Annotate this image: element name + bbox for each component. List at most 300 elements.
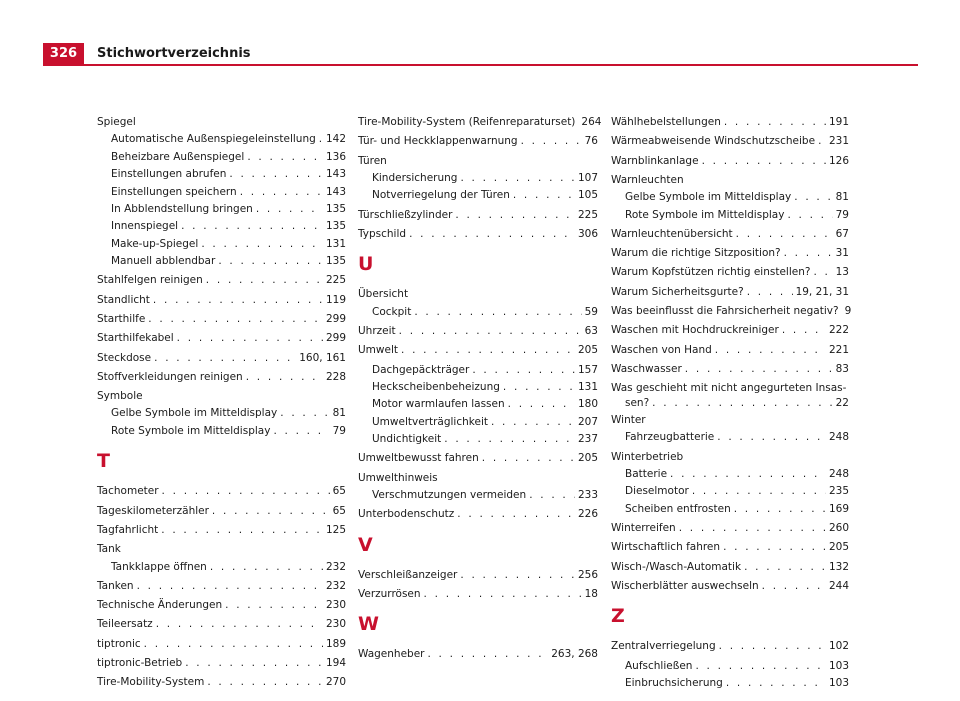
index-entry-page[interactable]: 102: [828, 640, 849, 653]
dot-leader: [482, 451, 575, 465]
index-subentry: [358, 415, 598, 429]
dot-leader: [212, 504, 330, 518]
dot-leader: [679, 521, 826, 535]
index-entry-continuation: [611, 396, 849, 410]
index-entry-page[interactable]: 225: [325, 274, 346, 287]
index-subentry: [358, 397, 598, 411]
index-entry-term: Motor warmlaufen lassen: [372, 398, 505, 411]
index-entry-term: Tageskilometerzähler: [97, 504, 209, 517]
index-entry-term: Wagenheber: [358, 648, 425, 661]
index-entry-page[interactable]: 244: [828, 579, 849, 592]
index-entry-term: Undichtigkeit: [372, 433, 442, 446]
dot-leader: [414, 305, 581, 319]
index-entry-page[interactable]: 235: [828, 485, 849, 498]
index-entry-page[interactable]: 119: [325, 293, 346, 306]
index-entry-term: Rote Symbole im Mitteldisplay: [625, 208, 785, 221]
index-entry-page[interactable]: 22: [835, 396, 849, 409]
index-entry: [97, 389, 346, 403]
index-entry-page[interactable]: 13: [835, 266, 849, 279]
index-entry-term: Uhrzeit: [358, 324, 396, 337]
index-entry-term: tiptronic: [97, 637, 141, 650]
index-subentry: [358, 305, 598, 319]
index-entry-page[interactable]: 225: [577, 208, 598, 221]
index-entry-page[interactable]: 135: [325, 202, 346, 215]
index-entry-page[interactable]: 132: [828, 560, 849, 573]
index-subentry: [97, 150, 346, 164]
index-entry-term: Winterbetrieb: [611, 450, 684, 463]
index-entry-term: Tire-Mobility-System: [97, 676, 205, 689]
index-entry-term: Wischerblätter auswechseln: [611, 579, 759, 592]
index-entry-term: Tankklappe öffnen: [111, 560, 207, 573]
index-entry-page[interactable]: 180: [577, 398, 598, 411]
index-entry-term: Starthilfekabel: [97, 332, 174, 345]
index-entry-term: Winter: [611, 413, 646, 426]
index-subentry: [97, 167, 346, 181]
header-rule: [43, 64, 918, 66]
index-entry-term: Tür- und Heckklappenwarnung: [358, 135, 518, 148]
index-entry: [97, 542, 346, 556]
index-entry: [97, 273, 346, 287]
index-entry-page[interactable]: 103: [828, 659, 849, 672]
index-entry-term: Wisch-/Wasch-Automatik: [611, 560, 742, 573]
dot-leader: [319, 132, 323, 146]
index-entry-term: Batterie: [625, 468, 668, 481]
index-entry: [611, 154, 849, 168]
index-entry: [358, 343, 598, 357]
dot-leader: [399, 324, 582, 338]
index-entry-term: Typschild: [358, 227, 407, 240]
dot-leader: [424, 587, 582, 601]
index-entry-page[interactable]: 222: [828, 324, 849, 337]
index-entry-term: Warum die richtige Sitzposition?: [611, 247, 781, 260]
index-subentry: [611, 208, 849, 222]
dot-leader: [813, 265, 832, 279]
dot-leader: [280, 406, 329, 420]
index-entry-page[interactable]: 81: [835, 191, 849, 204]
index-subentry: [611, 467, 849, 481]
index-entry: [358, 471, 598, 485]
index-entry-page[interactable]: 143: [325, 168, 346, 181]
index-entry-page[interactable]: 232: [325, 579, 346, 592]
section-title: Stichwortverzeichnis: [97, 46, 251, 61]
index-entry-page[interactable]: 63: [584, 324, 598, 337]
dot-leader: [784, 246, 833, 260]
dot-leader: [229, 167, 323, 181]
index-subentry: [611, 659, 849, 673]
index-subentry: [358, 188, 598, 202]
index-entry-term: Kindersicherung: [372, 171, 458, 184]
dot-leader: [225, 598, 323, 612]
index-entry-page[interactable]: 126: [828, 154, 849, 167]
index-entry: [611, 304, 852, 318]
index-entry: [358, 568, 598, 582]
dot-leader: [652, 396, 832, 410]
index-entry: [97, 579, 346, 593]
index-entry-term: Standlicht: [97, 293, 150, 306]
index-entry-term: Heckscheibenbeheizung: [372, 380, 500, 393]
index-entry-term: Waschen von Hand: [611, 343, 712, 356]
index-entry-page[interactable]: 226: [577, 508, 598, 521]
index-entry-page[interactable]: 135: [325, 220, 346, 233]
index-entry: [358, 451, 598, 465]
index-entry-page[interactable]: 81: [332, 407, 346, 420]
index-entry: [611, 227, 849, 241]
index-entry-page[interactable]: 231: [828, 135, 849, 148]
index-entry-page[interactable]: 131: [577, 380, 598, 393]
index-entry-page[interactable]: 306: [577, 227, 598, 240]
index-entry-page[interactable]: 157: [577, 363, 598, 376]
index-entry-page[interactable]: 191: [828, 116, 849, 128]
dot-leader: [685, 362, 833, 376]
dot-leader: [762, 579, 826, 593]
index-entry-term: Umweltverträglichkeit: [372, 415, 488, 428]
dot-leader: [695, 659, 825, 673]
index-entry: [97, 617, 346, 631]
index-entry-page[interactable]: 79: [332, 424, 346, 437]
index-entry-term: Manuell abblendbar: [111, 255, 216, 268]
index-entry-page[interactable]: 194: [325, 656, 346, 669]
page-header: [0, 0, 960, 70]
index-column-3: [611, 115, 852, 695]
index-subentry: [97, 185, 346, 199]
dot-leader: [207, 675, 323, 689]
index-entry-page[interactable]: 67: [835, 227, 849, 240]
dot-leader: [794, 190, 832, 204]
index-entry-page[interactable]: 76: [584, 135, 598, 148]
dot-leader: [503, 380, 575, 394]
index-entry-page[interactable]: 189: [325, 637, 346, 650]
index-subentry: [611, 430, 849, 444]
dot-leader: [427, 647, 548, 661]
dot-leader: [162, 484, 330, 498]
dot-leader: [529, 488, 575, 502]
index-entry-page[interactable]: 131: [325, 237, 346, 250]
dot-leader: [161, 523, 323, 537]
index-entry-term: Verschmutzungen vermeiden: [372, 489, 527, 502]
index-entry-page[interactable]: 270: [325, 676, 346, 689]
index-entry-term: Automatische Außenspiegeleinstellung: [111, 133, 316, 146]
index-subentry: [97, 560, 346, 574]
dot-leader: [702, 154, 826, 168]
index-subentry: [97, 424, 346, 438]
index-entry-term: Umwelt: [358, 344, 398, 357]
index-subentry: [97, 202, 346, 216]
index-entry-term: Türen: [358, 154, 387, 167]
index-entry-term: Beheizbare Außenspiegel: [111, 150, 245, 163]
dot-leader: [818, 134, 826, 148]
index-entry-term: Tachometer: [97, 485, 159, 498]
index-entry-term: Winterreifen: [611, 522, 676, 535]
index-entry-page[interactable]: 125: [325, 523, 346, 536]
index-entry-page[interactable]: 248: [828, 431, 849, 444]
index-entry: [358, 154, 598, 168]
dot-leader: [218, 254, 323, 268]
index-entry: [97, 312, 346, 326]
index-subentry: [611, 484, 849, 498]
dot-leader: [444, 432, 575, 446]
index-entry-term-cont: sen?: [625, 396, 650, 409]
index-letter-heading: U: [358, 253, 374, 276]
index-entry: [611, 115, 849, 129]
dot-leader: [201, 237, 323, 251]
index-entry-term: Fahrzeugbatterie: [625, 431, 715, 444]
index-entry-term: Warnblinkanlage: [611, 154, 699, 167]
dot-leader: [455, 208, 575, 222]
index-entry-page[interactable]: 205: [577, 344, 598, 357]
index-entry-page[interactable]: 228: [325, 370, 346, 383]
index-letter-heading: Z: [611, 605, 625, 628]
index-entry-page[interactable]: 230: [325, 599, 346, 612]
index-entry-term: Warum Sicherheitsgurte?: [611, 285, 744, 298]
index-entry-term: Tire-Mobility-System (Reifenreparaturset): [358, 116, 576, 128]
index-entry-term: Umwelthinweis: [358, 471, 438, 484]
dot-leader: [137, 579, 323, 593]
index-entry-page[interactable]: 65: [332, 504, 346, 517]
index-entry-term: Was geschieht mit nicht angegurteten Insas-: [611, 382, 847, 395]
index-entry: [611, 246, 849, 260]
index-entry-term: Tanken: [97, 579, 134, 592]
index-entry: [97, 504, 346, 518]
index-column-2: [358, 115, 602, 667]
index-entry: [611, 362, 849, 376]
index-letter-heading: T: [97, 450, 110, 473]
index-entry: [358, 587, 598, 601]
index-entry-page[interactable]: 9: [844, 305, 852, 318]
index-entry-page[interactable]: 263, 268: [551, 648, 598, 661]
dot-leader: [181, 219, 323, 233]
index-entry-page[interactable]: 237: [577, 433, 598, 446]
index-entry-term: Waschwasser: [611, 362, 682, 375]
index-entry-term: Cockpit: [372, 305, 412, 318]
index-subentry: [358, 171, 598, 185]
dot-leader: [256, 202, 323, 216]
index-entry-page[interactable]: 207: [577, 415, 598, 428]
index-entry-term: Scheiben entfrosten: [625, 502, 731, 515]
dot-leader: [144, 637, 323, 651]
dot-leader: [736, 227, 833, 241]
index-entry: [611, 323, 849, 337]
index-entry-page[interactable]: 232: [325, 560, 346, 573]
index-entry-term: Dieselmotor: [625, 485, 689, 498]
index-subentry: [97, 237, 346, 251]
index-entry-term: Aufschließen: [625, 659, 693, 672]
index-entry-page[interactable]: 107: [577, 171, 598, 184]
index-entry-term: Verzurrösen: [358, 588, 421, 600]
index-entry-term: Wählhebelstellungen: [611, 116, 721, 128]
index-entry-term: In Abblendstellung bringen: [111, 202, 253, 215]
dot-leader: [747, 285, 793, 299]
index-entry-term: Verschleißanzeiger: [358, 568, 458, 581]
index-entry-page[interactable]: 299: [325, 312, 346, 325]
index-entry-term: Gelbe Symbole im Mitteldisplay: [111, 407, 278, 420]
index-entry-term: Warnleuchten: [611, 173, 684, 186]
index-entry-page[interactable]: 160, 161: [299, 351, 346, 364]
index-entry: [97, 484, 346, 498]
index-entry: [358, 134, 598, 148]
index-entry-term: Wärmeabweisende Windschutzscheibe: [611, 135, 816, 148]
dot-leader: [787, 208, 832, 222]
index-column-1: [97, 115, 346, 694]
index-entry-term: Technische Änderungen: [97, 599, 223, 612]
index-entry-page[interactable]: 136: [325, 150, 346, 163]
index-entry-term: Umweltbewusst fahren: [358, 452, 479, 465]
index-entry: [611, 639, 849, 653]
index-entry-term: Warnleuchtenübersicht: [611, 227, 733, 240]
dot-leader: [724, 115, 826, 129]
index-entry: [611, 521, 849, 535]
dot-leader: [210, 560, 323, 574]
dot-leader: [148, 312, 323, 326]
dot-leader: [491, 415, 575, 429]
index-entry-page[interactable]: 135: [325, 255, 346, 268]
index-entry-term: Türschließzylinder: [358, 208, 453, 221]
index-subentry: [97, 406, 346, 420]
index-entry: [358, 115, 602, 129]
index-entry-term: Stoffverkleidungen reinigen: [97, 370, 243, 383]
index-entry-term: Tank: [97, 543, 121, 556]
index-entry-page[interactable]: 221: [828, 343, 849, 356]
index-subentry: [97, 254, 346, 268]
index-entry-page[interactable]: 299: [325, 332, 346, 345]
index-entry-page[interactable]: 205: [577, 452, 598, 465]
dot-leader: [240, 185, 323, 199]
dot-leader: [726, 676, 826, 690]
index-entry-page[interactable]: 233: [577, 489, 598, 502]
dot-leader: [154, 351, 296, 365]
index-entry: [358, 227, 598, 241]
index-entry: [611, 540, 849, 554]
dot-leader: [692, 484, 826, 498]
dot-leader: [460, 171, 574, 185]
index-entry: [97, 293, 346, 307]
index-entry: [611, 173, 849, 187]
dot-leader: [409, 227, 575, 241]
index-entry-term: Notverriegelung der Türen: [372, 189, 510, 202]
index-letter-heading: W: [358, 613, 379, 636]
index-entry: [97, 115, 346, 129]
index-entry-term: Innenspiegel: [111, 220, 179, 233]
index-entry-term: Steckdose: [97, 351, 152, 364]
index-entry-page[interactable]: 103: [828, 676, 849, 689]
index-entry-term: Dachgepäckträger: [372, 363, 470, 376]
dot-leader: [717, 430, 826, 444]
index-entry: [611, 285, 849, 299]
dot-leader: [246, 370, 323, 384]
index-entry-page[interactable]: 65: [332, 485, 346, 498]
index-entry-page[interactable]: 260: [828, 522, 849, 535]
index-entry: [358, 324, 598, 338]
dot-leader: [670, 467, 826, 481]
dot-leader: [153, 293, 323, 307]
dot-leader: [401, 343, 575, 357]
index-entry-page[interactable]: 19, 21, 31: [795, 285, 849, 298]
index-entry-term: Was beeinflusst die Fahrsicherheit negativ?: [611, 305, 839, 318]
index-entry-term: Gelbe Symbole im Mitteldisplay: [625, 191, 792, 204]
dot-leader: [177, 331, 323, 345]
index-entry-page[interactable]: 59: [584, 305, 598, 318]
index-entry: [611, 560, 849, 574]
dot-leader: [156, 617, 323, 631]
index-entry-term: Einstellungen speichern: [111, 185, 237, 198]
index-subentry: [611, 502, 849, 516]
index-subentry: [611, 676, 849, 690]
index-entry-term: Symbole: [97, 390, 143, 403]
index-entry-term: Wirtschaftlich fahren: [611, 541, 721, 554]
index-entry-page[interactable]: 248: [828, 468, 849, 481]
dot-leader: [513, 188, 575, 202]
dot-leader: [723, 540, 826, 554]
index-entry-page[interactable]: 142: [325, 133, 346, 146]
index-entry: [97, 637, 346, 651]
index-entry-term: Einbruchsicherung: [625, 676, 723, 689]
index-entry-term: Starthilfe: [97, 312, 146, 325]
index-entry-page[interactable]: 256: [577, 568, 598, 581]
dot-leader: [521, 134, 582, 148]
index-entry-term: Übersicht: [358, 288, 409, 301]
page-number-badge: 326: [43, 43, 84, 65]
index-entry-term: tiptronic-Betrieb: [97, 656, 183, 669]
index-subentry: [358, 363, 598, 377]
index-entry-page[interactable]: 143: [325, 185, 346, 198]
index-entry-page[interactable]: 83: [835, 362, 849, 375]
index-entry-term: Stahlfelgen reinigen: [97, 274, 203, 287]
index-entry: [611, 413, 849, 427]
index-entry-page[interactable]: 79: [835, 208, 849, 221]
index-entry-term: Make-up-Spiegel: [111, 237, 199, 250]
index-subentry: [358, 488, 598, 502]
dot-leader: [460, 568, 575, 582]
index-entry-page[interactable]: 169: [828, 502, 849, 515]
index-entry-wrapped: [611, 381, 849, 410]
dot-leader: [744, 560, 826, 574]
index-entry: [97, 598, 346, 612]
index-entry-term: Warum Kopfstützen richtig einstellen?: [611, 266, 811, 279]
index-subentry: [358, 380, 598, 394]
index-entry-term: Tagfahrlicht: [97, 523, 159, 536]
index-entry-term: Einstellungen abrufen: [111, 168, 227, 181]
index-entry: [611, 450, 849, 464]
dot-leader: [734, 502, 826, 516]
dot-leader: [206, 273, 323, 287]
index-subentry: [97, 219, 346, 233]
dot-leader: [247, 150, 323, 164]
dot-leader: [782, 323, 826, 337]
index-subentry: [97, 132, 346, 146]
index-entry-page[interactable]: 205: [828, 541, 849, 554]
index-letter-heading: V: [358, 533, 373, 556]
dot-leader: [508, 397, 575, 411]
index-entry-page[interactable]: 31: [835, 247, 849, 260]
index-entry: [611, 579, 849, 593]
index-entry: [97, 331, 346, 345]
index-entry: [97, 675, 346, 689]
dot-leader: [457, 507, 575, 521]
index-entry-page[interactable]: 18: [584, 588, 598, 600]
dot-leader: [472, 363, 575, 377]
index-entry-term: Zentralverriegelung: [611, 640, 716, 653]
dot-leader: [273, 424, 329, 438]
index-entry-term: Unterbodenschutz: [358, 508, 455, 521]
index-entry: [358, 647, 598, 661]
index-entry-page[interactable]: 264: [581, 116, 602, 128]
index-entry-page[interactable]: 230: [325, 618, 346, 631]
index-entry-term: Spiegel: [97, 116, 136, 128]
dot-leader: [185, 656, 323, 670]
index-entry: [358, 507, 598, 521]
index-entry-page[interactable]: 105: [577, 189, 598, 202]
index-entry: [97, 351, 346, 365]
dot-leader: [715, 343, 826, 357]
